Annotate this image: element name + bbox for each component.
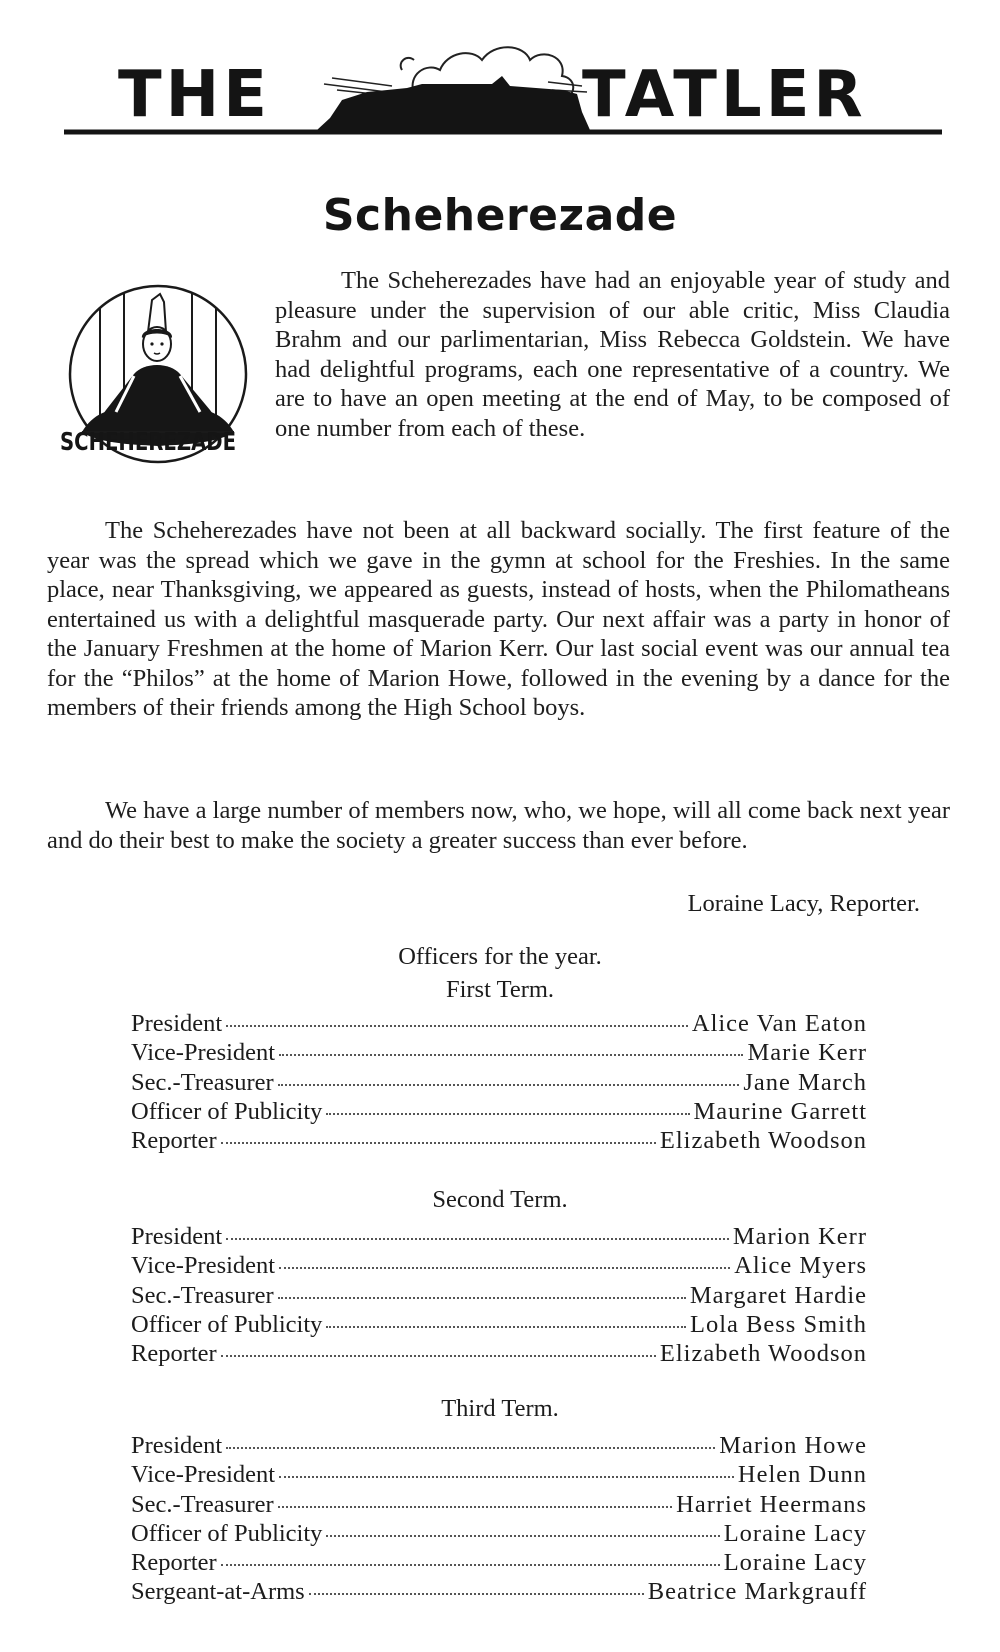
officer-row bbox=[131, 1222, 867, 1251]
officer-role: Vice-President bbox=[131, 1252, 276, 1280]
officer-row bbox=[131, 1038, 867, 1067]
dot-leader bbox=[226, 1025, 688, 1027]
officer-name: Beatrice Markgrauff bbox=[647, 1578, 867, 1606]
term-title: Second Term. bbox=[432, 1186, 568, 1213]
officer-role: Sec.-Treasurer bbox=[131, 1068, 274, 1096]
officer-name: Elizabeth Woodson bbox=[659, 1340, 867, 1368]
dot-leader bbox=[278, 1297, 686, 1299]
officer-row bbox=[131, 1460, 867, 1489]
article-paragraph-2: The Scheherezades have not been at all backward socially. The first feature of the year was the spread which we gave in the gymn at school for the Freshies. In the same place, near Thanksgiving, we appeared as guests, instead of hosts, when the Philomatheans entertained us with a delightful masquerade party. Our next affair was a party in honor of the January Freshmen at the home of Marion Kerr. Our last social event was our annual tea for the “Philos” at the home of Marion Howe, followed in the evening by a dance for the members of their friends among the High School boys. bbox=[47, 517, 950, 721]
masthead-left-word: THE bbox=[118, 58, 271, 132]
dot-leader bbox=[221, 1142, 656, 1144]
officer-role: Vice-President bbox=[131, 1461, 276, 1489]
dot-leader bbox=[309, 1593, 644, 1595]
officer-role: Reporter bbox=[131, 1127, 217, 1155]
officer-name: Loraine Lacy bbox=[723, 1519, 867, 1547]
dot-leader bbox=[326, 1326, 686, 1328]
officer-role: President bbox=[131, 1432, 223, 1459]
officer-row bbox=[131, 1097, 867, 1126]
officer-role: Sergeant-at-Arms bbox=[131, 1578, 305, 1606]
officer-name: Alice Van Eaton bbox=[691, 1010, 867, 1037]
term-title: First Term. bbox=[445, 976, 555, 1003]
officer-name: Helen Dunn bbox=[737, 1461, 867, 1489]
officer-row bbox=[131, 1490, 867, 1519]
officer-role: President bbox=[131, 1010, 223, 1037]
dot-leader bbox=[221, 1564, 720, 1566]
officer-row bbox=[131, 1310, 867, 1339]
term-title: Third Term. bbox=[441, 1395, 559, 1422]
masthead bbox=[62, 34, 942, 146]
dot-leader bbox=[279, 1476, 734, 1478]
officer-role: Sec.-Treasurer bbox=[131, 1490, 274, 1518]
skyline-silhouette bbox=[317, 76, 590, 130]
term-second bbox=[131, 1186, 867, 1368]
dot-leader bbox=[279, 1054, 743, 1056]
officer-role: Officer of Publicity bbox=[131, 1097, 323, 1125]
term-first bbox=[131, 976, 867, 1155]
dot-leader bbox=[278, 1084, 740, 1086]
dot-leader bbox=[226, 1447, 715, 1449]
emblem-label: SCHEHEREZADE bbox=[60, 427, 236, 456]
reporter-signature: Loraine Lacy, Reporter. bbox=[687, 890, 920, 917]
officer-row bbox=[131, 1009, 867, 1038]
officer-name: Elizabeth Woodson bbox=[659, 1127, 867, 1155]
officer-row bbox=[131, 1577, 867, 1606]
officer-role: President bbox=[131, 1223, 223, 1250]
officer-name: Lola Bess Smith bbox=[690, 1310, 867, 1338]
dot-leader bbox=[278, 1506, 673, 1508]
page-title: Scheherezade bbox=[322, 190, 678, 241]
masthead-right-word: TATLER bbox=[582, 58, 867, 132]
officer-name: Margaret Hardie bbox=[689, 1281, 867, 1309]
scheherezade-emblem bbox=[60, 282, 256, 494]
officer-row bbox=[131, 1519, 867, 1548]
dot-leader bbox=[279, 1267, 730, 1269]
officer-role: Reporter bbox=[131, 1340, 217, 1368]
officer-role: Officer of Publicity bbox=[131, 1310, 323, 1338]
officer-name: Marion Kerr bbox=[732, 1223, 867, 1250]
officer-name: Maurine Garrett bbox=[693, 1097, 867, 1125]
dot-leader bbox=[221, 1355, 656, 1357]
officer-name: Harriet Heermans bbox=[676, 1490, 867, 1518]
officer-row bbox=[131, 1068, 867, 1097]
officer-role: Vice-President bbox=[131, 1039, 276, 1067]
article-paragraph-1: The Scheherezades have had an enjoyable year of study and pleasure under the supervision of our able critic, Miss Claudia Brahm and our parlimentarian, Miss Rebecca Goldstein. We have had delightful programs, each one representative of a country. We are to have an open meeting at the end of May, to be composed of one number from each of these. bbox=[275, 267, 950, 442]
officer-role: Officer of Publicity bbox=[131, 1519, 323, 1547]
dot-leader bbox=[326, 1113, 689, 1115]
masthead-banner bbox=[62, 34, 942, 146]
officer-name: Marion Howe bbox=[719, 1432, 867, 1459]
officer-row bbox=[131, 1339, 867, 1368]
officers-heading: Officers for the year. bbox=[398, 943, 602, 970]
officer-row bbox=[131, 1126, 867, 1155]
dot-leader bbox=[226, 1238, 729, 1240]
officer-row bbox=[131, 1548, 867, 1577]
officer-name: Alice Myers bbox=[734, 1252, 867, 1280]
article-paragraph-3: We have a large number of members now, who, we hope, will all come back next year and do their best to make the society a greater success than ever before. bbox=[47, 797, 950, 854]
officer-row bbox=[131, 1281, 867, 1310]
officer-name: Loraine Lacy bbox=[723, 1549, 867, 1577]
officer-name: Marie Kerr bbox=[747, 1039, 867, 1067]
officer-name: Jane March bbox=[743, 1068, 867, 1096]
officer-role: Sec.-Treasurer bbox=[131, 1281, 274, 1309]
officer-role: Reporter bbox=[131, 1549, 217, 1577]
dot-leader bbox=[326, 1535, 719, 1537]
officer-row bbox=[131, 1431, 867, 1460]
term-third bbox=[131, 1395, 867, 1607]
officer-row bbox=[131, 1251, 867, 1280]
